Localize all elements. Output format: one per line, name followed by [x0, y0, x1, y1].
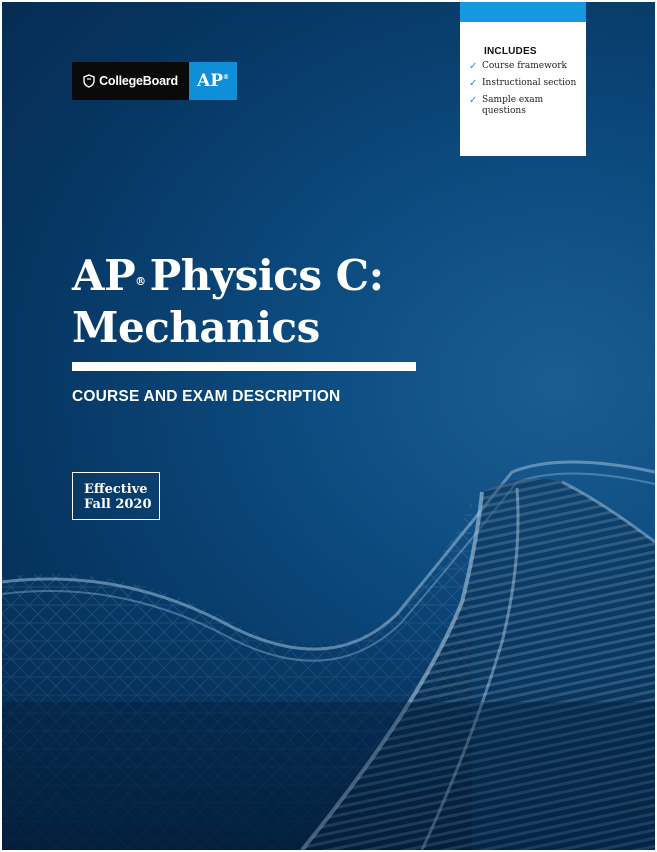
includes-accent-bar: [460, 2, 586, 22]
effective-date-box: [72, 472, 160, 520]
title-registered-mark: ®: [135, 275, 146, 288]
page-subtitle: COURSE AND EXAM DESCRIPTION: [72, 388, 341, 405]
title-ap: AP: [72, 251, 136, 300]
effective-label: Effective: [84, 482, 148, 497]
includes-panel: [460, 2, 586, 156]
title-line1: Physics C:: [149, 251, 384, 300]
check-icon: ✓: [469, 95, 478, 106]
ap-badge-mark: ®: [222, 73, 229, 81]
includes-item-label: Sample exam questions: [482, 95, 544, 116]
college-board-wordmark: CollegeBoard: [99, 74, 178, 88]
title-line2: Mechanics: [72, 303, 320, 352]
check-icon: ✓: [469, 61, 478, 72]
cover-page: [2, 2, 655, 850]
includes-item: [469, 95, 580, 117]
includes-item: [469, 78, 580, 89]
title-divider: [72, 362, 416, 371]
includes-item-label: Course framework: [482, 61, 567, 71]
college-board-ap-logo: [72, 62, 237, 100]
includes-list: [460, 61, 586, 117]
college-board-logo: [72, 62, 189, 100]
includes-heading: INCLUDES: [484, 46, 537, 57]
effective-term: Fall 2020: [84, 497, 152, 512]
page-title: [72, 250, 384, 354]
check-icon: ✓: [469, 78, 478, 89]
ap-badge-text: AP: [197, 71, 223, 91]
acorn-icon: [83, 74, 95, 88]
includes-item: [469, 61, 580, 72]
ap-badge: [189, 62, 237, 100]
includes-item-label: Instructional section: [482, 78, 577, 88]
